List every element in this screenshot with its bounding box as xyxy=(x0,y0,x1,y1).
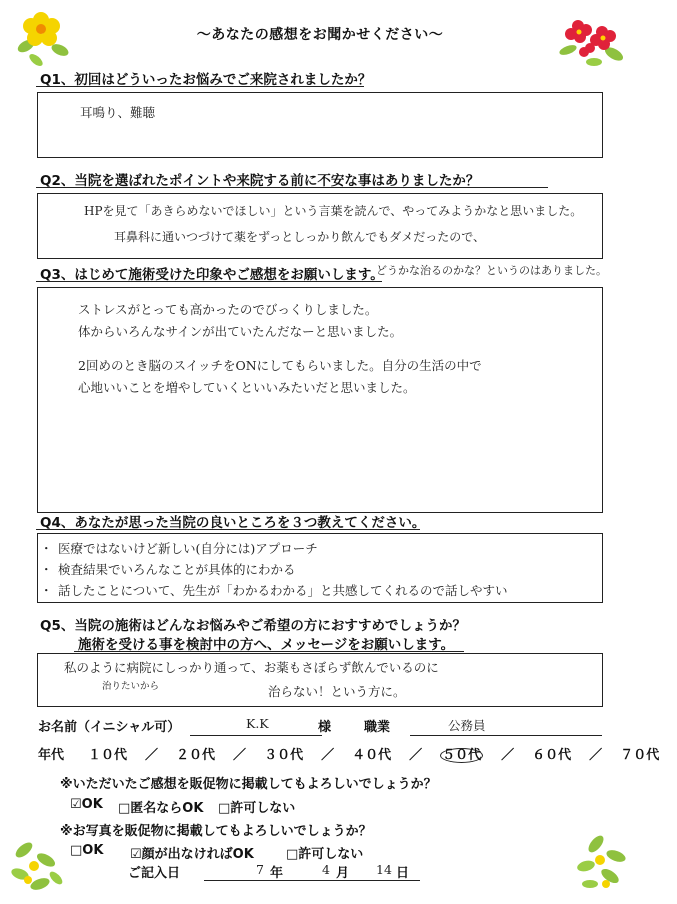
age-option[interactable]: ３０代 xyxy=(264,748,304,763)
answer-2-line-3: どうかな治るのかな？というのはありました。 xyxy=(376,264,607,277)
date-month: 4 xyxy=(322,862,330,877)
answer-5-line-1: 私のように病院にしっかり通って、お薬もさぼらず飲んでいるのに xyxy=(64,660,439,675)
age-option[interactable]: ６０代 xyxy=(532,748,572,763)
answer-4-list xyxy=(40,539,600,602)
age-option-selected[interactable]: ５０代 xyxy=(442,748,482,763)
answer-5-line-2: 治らない！という方に。 xyxy=(268,684,406,699)
answer-3-line-3: 2回めのとき脳のスイッチをONにしてもらいました。自分の生活の中で xyxy=(78,358,482,373)
age-separator: ／ xyxy=(589,748,603,763)
consent-2-option-deny[interactable]: □許可しない xyxy=(286,847,364,862)
answer-1-box xyxy=(37,92,603,158)
age-option[interactable]: １０代 xyxy=(88,748,128,763)
consent-1-option-anonymous[interactable]: □匿名ならOK xyxy=(118,801,204,816)
consent-2-question: ※お写真を販促物に掲載してもよろしいでしょうか？ xyxy=(60,824,372,839)
answer-4-item: 検査結果でいろんなことが具体的にわかる xyxy=(58,562,296,577)
consent-2-option-no-face[interactable]: ☑顔が出なければOK xyxy=(130,847,254,862)
flower-decoration-bottom-right-icon xyxy=(566,826,636,896)
age-separator: ／ xyxy=(501,748,515,763)
answer-3-line-1: ストレスがとっても高かったのでびっくりしました。 xyxy=(78,302,378,317)
name-value: K.K xyxy=(246,716,269,731)
age-separator: ／ xyxy=(409,748,423,763)
answer-2-box xyxy=(37,193,603,259)
date-label: ご記入日 xyxy=(128,866,181,881)
answer-4-item: 話したことについて、先生が「わかるわかる」と共感してくれるので話しやすい xyxy=(58,583,508,598)
question-3-label: Q3、はじめて施術受けた印象やご感想をお願いします。 xyxy=(40,267,384,283)
list-item: ・ 検査結果でいろんなことが具体的にわかる xyxy=(40,562,296,577)
answer-4-item: 医療ではないけど新しい(自分には)アプローチ xyxy=(58,541,318,556)
job-value: 公務員 xyxy=(448,718,486,733)
question-4-label: Q4、あなたが思った当院の良いところを３つ教えてください。 xyxy=(40,515,426,531)
flower-decoration-bottom-left-icon xyxy=(6,830,70,896)
answer-3-line-4: 心地いいことを増やしていくといいみたいだと思いました。 xyxy=(78,380,416,395)
age-option[interactable]: ４０代 xyxy=(352,748,392,763)
answer-1-line: 耳鳴り、難聴 xyxy=(80,105,156,120)
age-separator: ／ xyxy=(145,748,159,763)
question-4-underline xyxy=(36,529,420,530)
age-separator: ／ xyxy=(321,748,335,763)
name-honorific: 様 xyxy=(318,720,332,735)
consent-1-option-ok[interactable]: ☑OK xyxy=(70,797,103,812)
question-5-label-2: 施術を受ける事を検討中の方へ、メッセージをお願いします。 xyxy=(78,637,455,653)
question-1-underline xyxy=(36,86,364,87)
date-month-unit: 月 xyxy=(336,866,350,881)
job-label: 職業 xyxy=(364,720,391,735)
name-field-line xyxy=(190,735,322,736)
list-item: ・ 医療ではないけど新しい(自分には)アプローチ xyxy=(40,541,318,556)
list-item: ・ 話したことについて、先生が「わかるわかる」と共感してくれるので話しやすい xyxy=(40,583,508,598)
job-field-line xyxy=(410,735,602,736)
question-2-label: Q2、当院を選ばれたポイントや来院する前に不安な事はありましたか？ xyxy=(40,173,480,189)
answer-2-line-2: 耳鼻科に通いつづけて薬をずっとしっかり飲んでもダメだったので、 xyxy=(114,230,486,244)
age-option[interactable]: ７０代 xyxy=(620,748,660,763)
answer-3-line-2: 体からいろんなサインが出ていたんだなーと思いました。 xyxy=(78,324,403,339)
answer-3-box xyxy=(37,287,603,513)
answer-5-box xyxy=(37,653,603,707)
date-day: 14 xyxy=(376,862,392,877)
date-year-unit: 年 xyxy=(270,866,284,881)
question-2-underline xyxy=(36,187,548,188)
answer-2-line-1: HPを見て「あきらめないでほしい」という言葉を読んで、やってみようかなと思いました。 xyxy=(84,204,583,218)
question-5-underline xyxy=(74,651,464,652)
question-3-underline xyxy=(36,281,382,282)
date-day-unit: 日 xyxy=(396,866,410,881)
question-1-label: Q1、初回はどういったお悩みでご来院されましたか？ xyxy=(40,72,372,88)
consent-2-option-ok[interactable]: □OK xyxy=(70,843,104,858)
age-label: 年代 xyxy=(38,748,65,763)
age-options xyxy=(88,744,677,763)
consent-1-question: ※いただいたご感想を販促物に掲載してもよろしいでしょうか？ xyxy=(60,777,437,792)
age-separator: ／ xyxy=(233,748,247,763)
name-label: お名前（イニシャル可） xyxy=(38,720,181,735)
consent-1-option-deny[interactable]: □許可しない xyxy=(218,801,296,816)
date-year: 7 xyxy=(256,862,264,877)
age-option[interactable]: ２０代 xyxy=(176,748,216,763)
answer-5-insert: 治りたいから xyxy=(102,681,160,692)
date-field-line xyxy=(204,880,420,881)
question-5-label: Q5、当院の施術はどんなお悩みやご希望の方におすすめでしょうか？ xyxy=(40,618,467,634)
form-title: ～あなたの感想をお聞かせください～ xyxy=(196,27,444,43)
